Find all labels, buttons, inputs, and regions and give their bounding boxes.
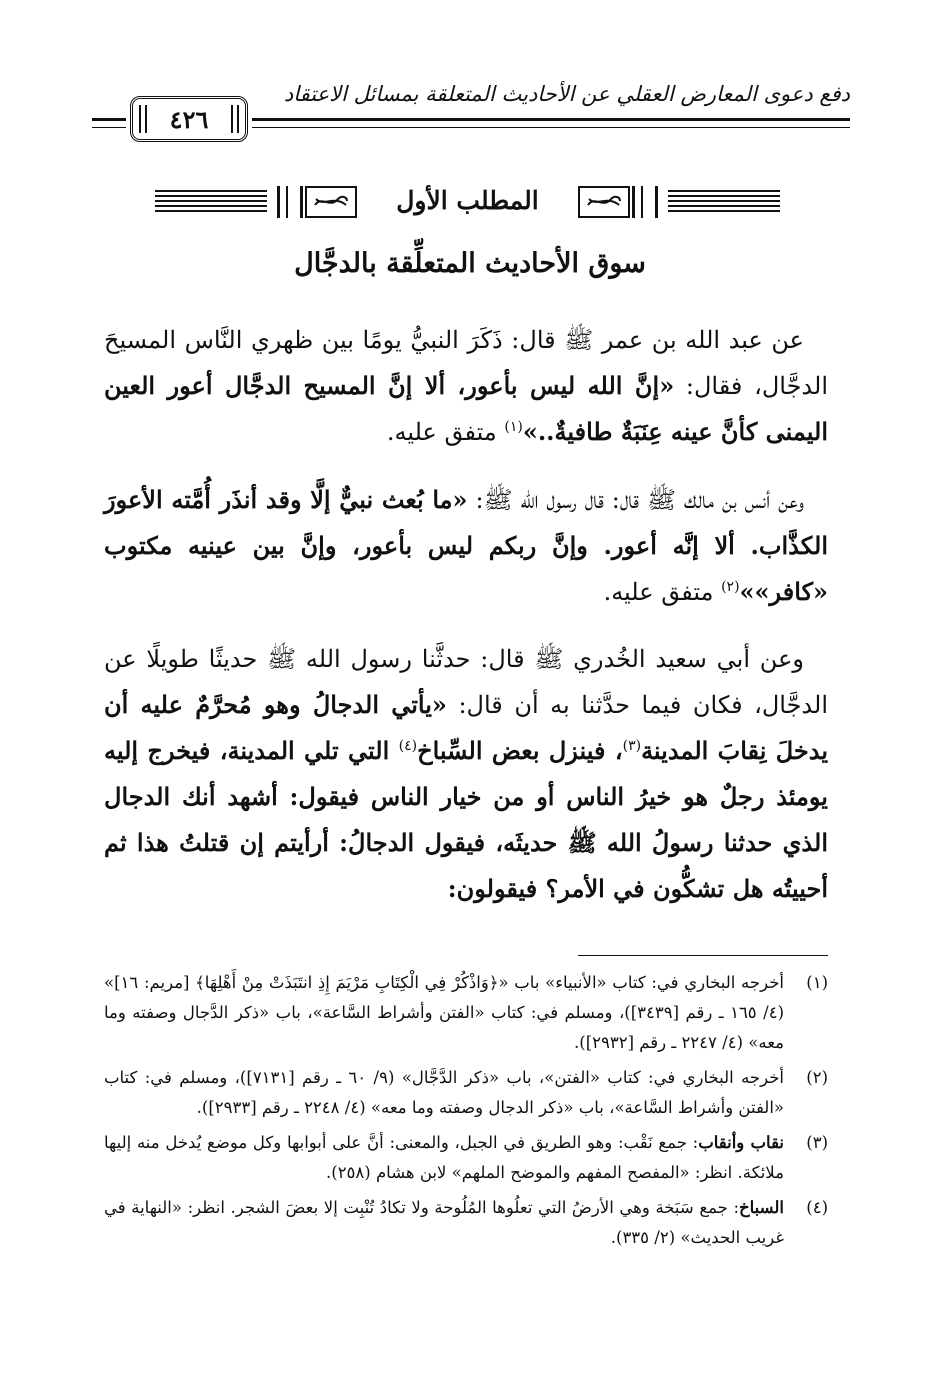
- ornament-bars-right: [632, 186, 658, 218]
- footnote-ref: (٢): [721, 579, 740, 595]
- section-ornament: [155, 184, 780, 224]
- footnote-ref: (٣): [622, 738, 642, 754]
- footnote-separator: [578, 955, 828, 956]
- paragraph: [104, 477, 828, 615]
- header-rule: [252, 118, 850, 128]
- paragraph-intro: وعن أنس بن مالك ﷺ قال: قال رسول الله ﷺ:: [467, 486, 804, 514]
- footnote-term: السباخ: [739, 1198, 784, 1217]
- page-number-frame: [130, 96, 248, 142]
- ornament-lines-right: [668, 190, 780, 214]
- running-header: [92, 78, 850, 134]
- running-title: دفع دعوى المعارض العقلي عن الأحاديث المتعلقة بمسائل الاعتقاد: [283, 82, 850, 106]
- hadith-quote: ، فينزل بعض السِّباخ: [417, 736, 623, 765]
- paragraph-outro: متفق عليه.: [603, 578, 722, 606]
- footnote-text: أخرجه البخاري في: كتاب «الأنبياء» باب «﴿وَاذْكُرْ فِي الْكِتَابِ مَرْيَمَ إِذِ انتَبَذَتْ مِنْ أَهْلِهَا﴾ [مريم: ١٦]» (٤/ ١٦٥ ـ رقم [٣٤٣٩])، ومسلم في: كتاب «الفتن وأشراط السَّاعة»، باب «ذكر الدَّجال وصفته وما معه» (٤/ ٢٢٤٧ ـ رقم [٢٩٣٢]).: [104, 973, 784, 1052]
- body-text: [104, 318, 828, 934]
- ornament-swirl-icon: [305, 186, 357, 218]
- footnote: [104, 1128, 828, 1188]
- footnote-number: (٢): [806, 1068, 828, 1087]
- footnote-number: (٣): [806, 1133, 828, 1152]
- footnote: [104, 968, 828, 1058]
- hadith-quote: «ما بُعث نبيٌّ إلَّا وقد أنذَر أُمَّته الأعورَ الكذَّاب. ألا إنَّه أعور. وإنَّ ربكم ليس بأعور، وإنَّ بين عينيه مكتوب «كافر»»: [104, 485, 829, 606]
- paragraph-outro: متفق عليه.: [386, 418, 505, 446]
- footnote-ref: (١): [504, 419, 523, 435]
- header-rule-left: [92, 118, 126, 128]
- footnote-text: أخرجه البخاري في: كتاب «الفتن»، باب «ذكر الدَّجَّال» (٩/ ٦٠ ـ رقم [٧١٣١])، ومسلم في: كتاب «الفتن وأشراط السَّاعة»، باب «ذكر الدجال وصفته وما معه» (٤/ ٢٢٤٨ ـ رقم [٢٩٣٣]).: [104, 1068, 785, 1117]
- footnote-number: (١): [806, 973, 828, 992]
- footnote: [104, 1193, 828, 1253]
- hadith-quote: «يأتي الدجالُ وهو مُحرَّمٌ عليه أن يدخلَ نِقابَ المدينة: [104, 690, 829, 765]
- footnote-ref: (٤): [398, 738, 418, 754]
- paragraph: [104, 318, 828, 455]
- footnote-text: : جمع سَبَخة وهي الأرضُ التي تعلُوها المُلُوحة ولا تكادُ تُنْبِت إلا بعضَ الشجر. انظر: «النهاية في غريب الحديث» (٢/ ٣٣٥).: [104, 1198, 784, 1247]
- footnote: [104, 1063, 828, 1123]
- footnotes: [104, 968, 828, 1258]
- footnote-text: : جمع نَقْب: وهو الطريق في الجبل، والمعنى: أنَّ على أبوابها وكل موضع يُدخل منه إليها ملائكة. انظر: «المفصح المفهم والموضح الملهم» لابن هشام (٢٥٨).: [104, 1133, 784, 1182]
- ornament-bars-left: [277, 186, 303, 218]
- section-title: المطلب الأول: [396, 186, 539, 215]
- section-heading: سوق الأحاديث المتعلِّقة بالدجَّال: [294, 248, 646, 279]
- hadith-quote: «إنَّ الله ليس بأعور، ألا إنَّ المسيح الدجَّال أعور العين اليمنى كأنَّ عينه عِنَبَةٌ طافيةٌ..»: [104, 371, 828, 446]
- footnote-body: [104, 1128, 784, 1188]
- ornament-lines-left: [155, 190, 267, 214]
- page-number: ٤٢٦: [169, 104, 209, 134]
- footnote-body: [104, 1193, 784, 1253]
- paragraph-intro: عن عبد الله بن عمر ﷺ قال: ذَكَرَ النبيُّ يومًا بين ظهري النَّاس المسيحَ الدجَّال، فقال:: [104, 326, 828, 400]
- footnote-number: (٤): [806, 1198, 828, 1217]
- ornament-swirl-icon: [578, 186, 630, 218]
- paragraph: [104, 637, 828, 912]
- hadith-quote: التي تلي المدينة، فيخرج إليه يومئذ رجلٌ هو خيرُ الناس أو من خيار الناس فيقول: أشهد أنك الدجال الذي حدثنا رسولُ الله ﷺ حديثَه، فيقول الدجالُ: أرأيتم إن قتلتُ هذا ثم أحييتُه هل تشكُّون في الأمر؟ فيقولون:: [104, 736, 828, 903]
- footnote-term: نقاب وأنقاب: [698, 1133, 785, 1152]
- paragraph-intro: وعن أبي سعيد الخُدري ﷺ قال: حدثَّنا رسول الله ﷺ حديثًا طويلًا عن الدجَّال، فكان فيما حدَّثنا به أن قال:: [104, 645, 828, 719]
